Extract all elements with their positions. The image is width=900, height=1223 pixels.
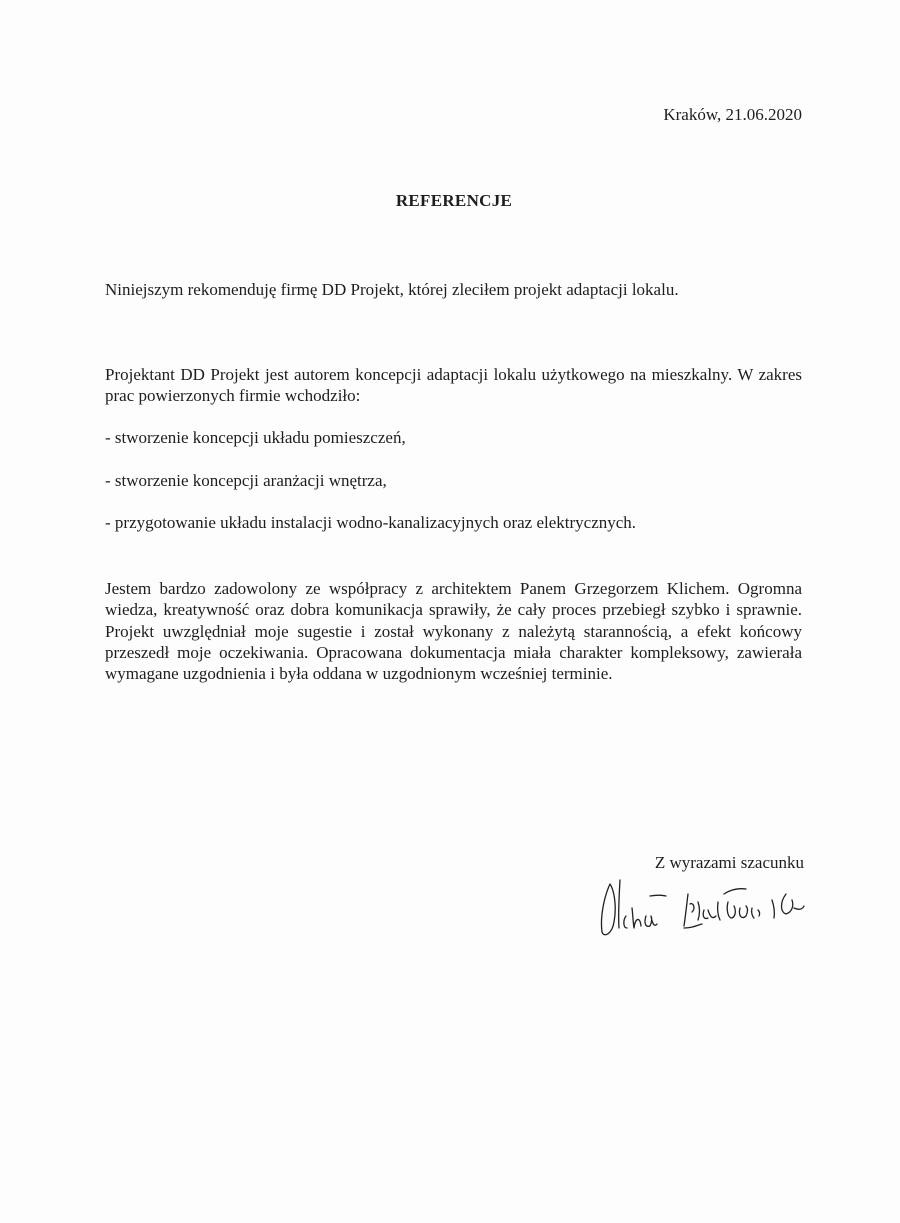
closing-phrase: Z wyrazami szacunku <box>654 853 804 872</box>
place-date: Kraków, 21.06.2020 <box>663 105 802 124</box>
satisfaction-paragraph: Jestem bardzo zadowolony ze współpracy z architektem Panem Grzegorzem Klichem. Ogromna wiedza, kreatywność oraz dobra komunikacja sprawiły, że cały proces przebiegł szybko i sprawnie. Projekt uwzględniał moje sugestie i został wykonany z należytą starannością, a efekt końcowy przeszedł moje oczekiwania. Opracowana dokumentacja miała charakter kompleksowy, zawierała wymagane uzgodnienia i była oddana w uzgodnionym wcześniej terminie. <box>105 579 802 684</box>
letter-title: REFERENCJE <box>395 191 513 210</box>
scope-item-layout: - stworzenie koncepcji układu pomieszczeń, <box>105 428 406 447</box>
intro-paragraph: Niniejszym rekomenduję firmę DD Projekt, której zleciłem projekt adaptacji lokalu. <box>105 280 679 299</box>
scope-item-interior: - stworzenie koncepcji aranżacji wnętrza, <box>105 471 387 490</box>
scope-paragraph: Projektant DD Projekt jest autorem koncepcji adaptacji lokalu użytkowego na mieszkalny. W zakres prac powierzonych firmie wchodziło: <box>105 365 802 405</box>
handwritten-signature-icon <box>590 872 830 942</box>
scope-item-installations: - przygotowanie układu instalacji wodno-kanalizacyjnych oraz elektrycznych. <box>105 513 637 532</box>
